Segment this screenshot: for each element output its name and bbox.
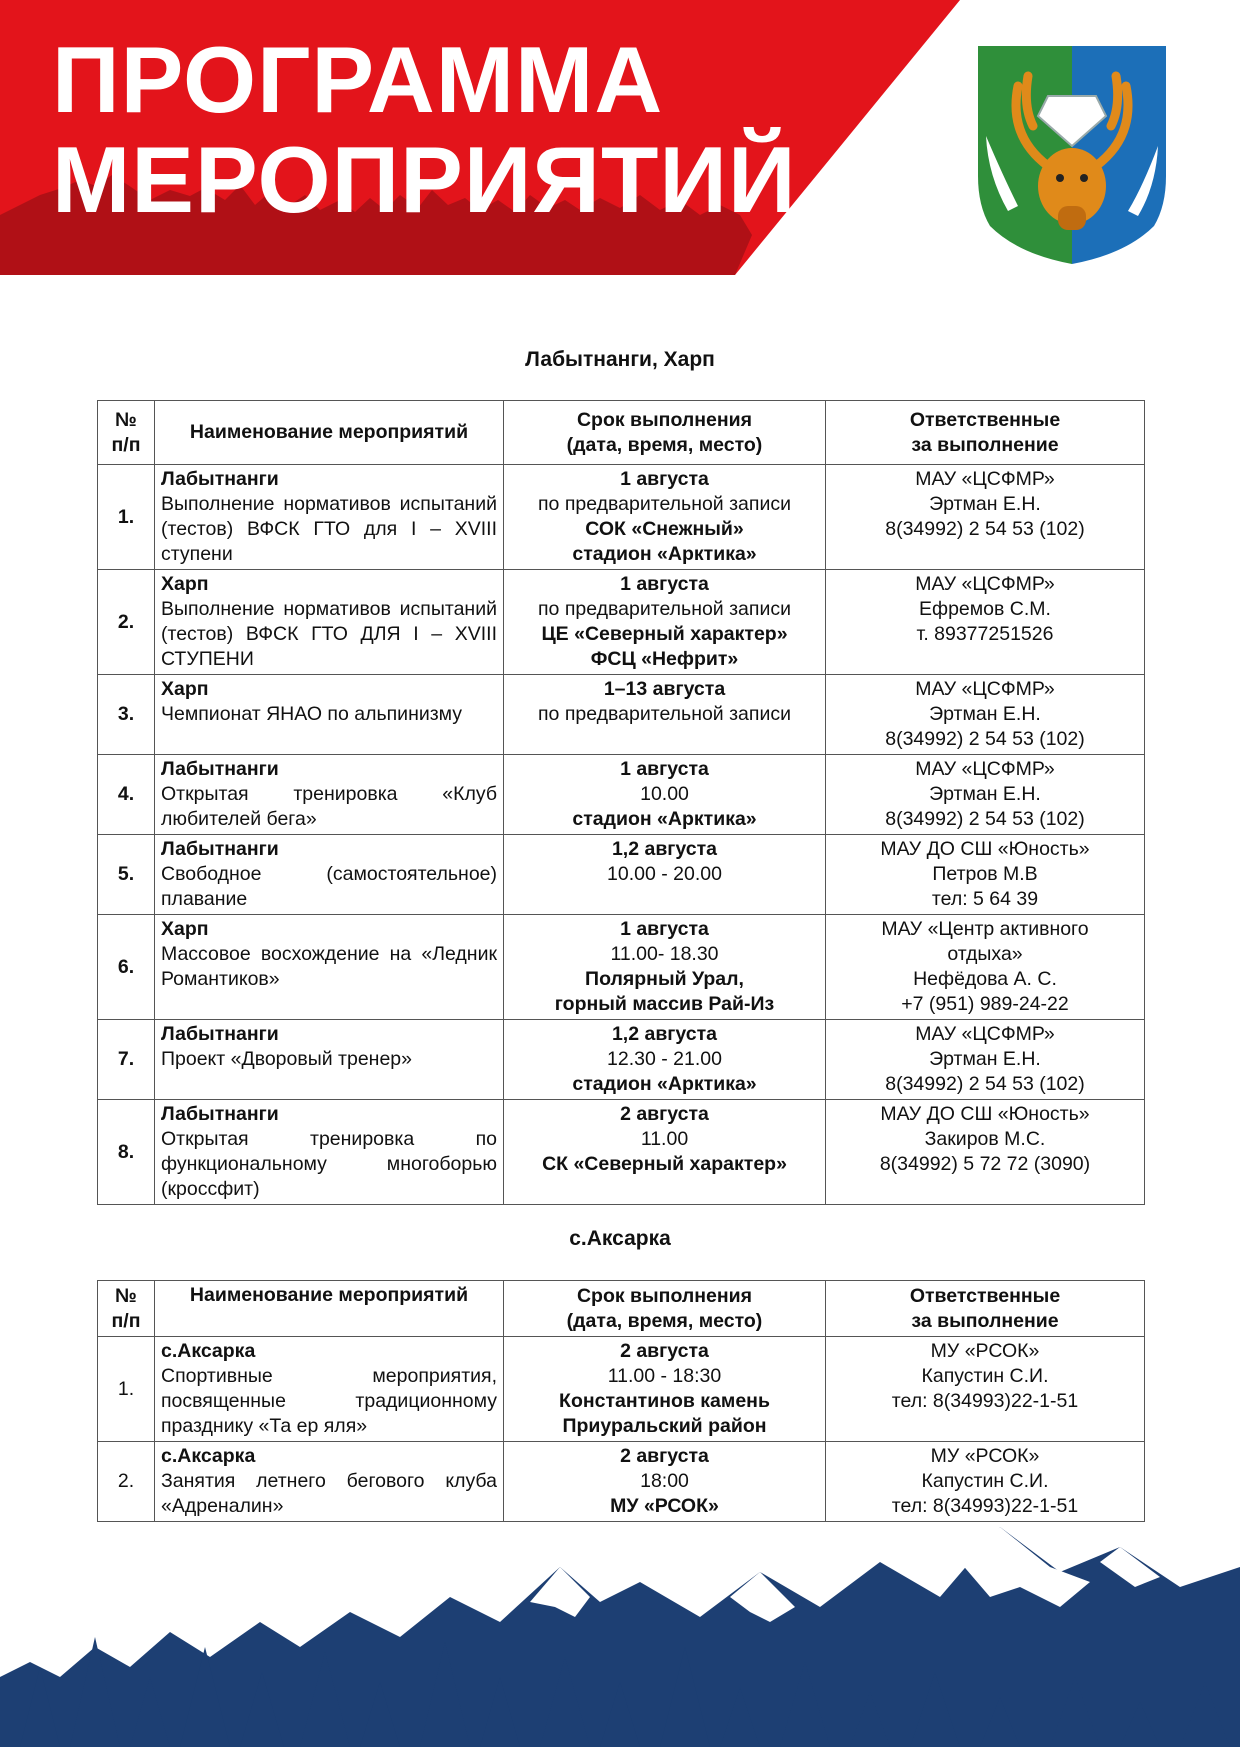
event-date-line: 11.00- 18.30 <box>610 943 719 965</box>
responsible-line: +7 (951) 989-24-22 <box>901 993 1069 1015</box>
event-date-line: по предварительной записи <box>538 598 791 620</box>
event-location: Лабытнанги <box>161 838 279 860</box>
header-name: Наименование мероприятий <box>155 1281 504 1337</box>
event-date-cell <box>504 835 826 915</box>
responsible-line: МУ «РСОК» <box>930 1340 1040 1362</box>
responsible-line: отдыха» <box>947 943 1023 965</box>
event-date-line: СК «Северный характер» <box>542 1153 787 1175</box>
events-table-labytnangi-kharp <box>97 400 1145 1205</box>
responsible-line: МАУ ДО СШ «Юность» <box>880 1103 1090 1125</box>
table-row <box>98 1337 1145 1442</box>
responsible-line: МУ «РСОК» <box>930 1445 1040 1467</box>
responsible-line: 8(34992) 2 54 53 (102) <box>885 518 1085 540</box>
event-description: Проект «Дворовый тренер» <box>161 1048 412 1070</box>
table-header-row <box>98 401 1145 465</box>
event-description: Выполнение нормативов испытаний (тестов) ВФСК ГТО ДЛЯ I – XVIII СТУПЕНИ <box>161 598 497 670</box>
row-number: 2. <box>98 1442 155 1522</box>
header-resp <box>826 1281 1145 1337</box>
row-number: 3. <box>98 675 155 755</box>
event-date-line: 11.00 <box>640 1128 689 1150</box>
responsible-line: Капустин С.И. <box>921 1470 1049 1492</box>
header-resp-line-2: за выполнение <box>911 1309 1059 1332</box>
table-row <box>98 1100 1145 1205</box>
row-number: 7. <box>98 1020 155 1100</box>
event-name-cell <box>155 835 504 915</box>
table-row <box>98 755 1145 835</box>
event-date-line: ЦЕ «Северный характер» <box>541 623 788 645</box>
event-date-line: горный массив Рай-Из <box>554 993 775 1015</box>
responsible-cell <box>826 1020 1145 1100</box>
event-date-cell <box>504 1100 826 1205</box>
header-resp-line-2: за выполнение <box>911 433 1059 456</box>
event-location: Лабытнанги <box>161 468 279 490</box>
mountains-footer-graphic <box>0 1527 1240 1747</box>
event-date-line: стадион «Арктика» <box>572 1073 757 1095</box>
event-description: Свободное (самостоятельное) плавание <box>161 863 497 910</box>
event-location: Харп <box>161 918 209 940</box>
title-line-2: МЕРОПРИЯТИЙ <box>52 127 797 232</box>
event-date-cell <box>504 465 826 570</box>
table-row <box>98 465 1145 570</box>
responsible-cell <box>826 675 1145 755</box>
event-date-cell <box>504 1442 826 1522</box>
header-date-line-2: (дата, время, место) <box>566 1309 763 1332</box>
header-banner <box>0 0 1240 290</box>
event-date-line: МУ «РСОК» <box>610 1495 719 1517</box>
events-table-aksarka <box>97 1280 1145 1522</box>
responsible-line: МАУ ДО СШ «Юность» <box>880 838 1090 860</box>
event-date-line: 12.30 - 21.00 <box>607 1048 722 1070</box>
page-title <box>52 27 797 232</box>
event-date-line: 2 августа <box>620 1103 709 1125</box>
event-date-cell <box>504 675 826 755</box>
event-location: Лабытнанги <box>161 758 279 780</box>
header-resp-line-1: Ответственные <box>909 408 1061 431</box>
event-description: Чемпионат ЯНАО по альпинизму <box>161 703 463 725</box>
header-num-line-1: № <box>115 1284 137 1307</box>
table-row <box>98 835 1145 915</box>
section-title-aksarka: с.Аксарка <box>569 1227 671 1250</box>
table-body <box>98 1337 1145 1522</box>
event-date-cell <box>504 1337 826 1442</box>
header-num <box>98 1281 155 1337</box>
header-num-line-2: п/п <box>111 1309 141 1332</box>
header-num <box>98 401 155 465</box>
event-name-cell <box>155 675 504 755</box>
event-date-line: 2 августа <box>620 1445 709 1467</box>
event-name-cell <box>155 1337 504 1442</box>
header-num-line-2: п/п <box>111 433 141 456</box>
event-date-line: стадион «Арктика» <box>572 543 757 565</box>
event-location: Харп <box>161 573 209 595</box>
responsible-line: Ефремов С.М. <box>919 598 1051 620</box>
event-name-cell <box>155 1442 504 1522</box>
event-name-cell <box>155 915 504 1020</box>
event-date-line: по предварительной записи <box>538 493 791 515</box>
responsible-line: МАУ «ЦСФМР» <box>915 468 1055 490</box>
responsible-cell <box>826 1337 1145 1442</box>
header-resp-line-1: Ответственные <box>909 1284 1061 1307</box>
event-date-line: 2 августа <box>620 1340 709 1362</box>
responsible-line: Закиров М.С. <box>924 1128 1046 1150</box>
header-resp <box>826 401 1145 465</box>
event-date-line: 1 августа <box>620 918 709 940</box>
row-number: 1. <box>98 465 155 570</box>
event-date-line: СОК «Снежный» <box>585 518 744 540</box>
event-date-cell <box>504 915 826 1020</box>
responsible-line: Эртман Е.Н. <box>929 783 1041 805</box>
title-line-1: ПРОГРАММА <box>52 27 664 132</box>
event-name-cell <box>155 1100 504 1205</box>
event-date-line: ФСЦ «Нефрит» <box>590 648 739 670</box>
event-name-cell <box>155 755 504 835</box>
header-date <box>504 401 826 465</box>
event-location: с.Аксарка <box>161 1340 256 1362</box>
responsible-line: Капустин С.И. <box>921 1365 1049 1387</box>
event-date-line: 10.00 - 20.00 <box>607 863 722 885</box>
event-description: Открытая тренировка «Клуб любителей бега» <box>161 783 497 830</box>
coat-of-arms-emblem <box>978 46 1166 264</box>
responsible-line: Петров М.В <box>932 863 1038 885</box>
row-number: 6. <box>98 915 155 1020</box>
event-date-cell <box>504 570 826 675</box>
responsible-cell <box>826 1100 1145 1205</box>
row-number: 8. <box>98 1100 155 1205</box>
responsible-line: МАУ «ЦСФМР» <box>915 758 1055 780</box>
responsible-line: Эртман Е.Н. <box>929 1048 1041 1070</box>
event-description: Занятия летнего бегового клуба «Адреналин» <box>161 1470 497 1517</box>
event-date-line: Константинов камень <box>559 1390 770 1412</box>
row-number: 2. <box>98 570 155 675</box>
table-row <box>98 570 1145 675</box>
header-name: Наименование мероприятий <box>155 401 504 465</box>
event-date-line: Полярный Урал, <box>585 968 744 990</box>
row-number: 5. <box>98 835 155 915</box>
header-date-line-1: Срок выполнения <box>576 408 753 431</box>
event-date-line: 11.00 - 18:30 <box>607 1365 722 1387</box>
event-date-line: 1 августа <box>620 758 709 780</box>
responsible-line: МАУ «ЦСФМР» <box>915 678 1055 700</box>
section-title-labytnangi-kharp: Лабытнанги, Харп <box>525 348 715 371</box>
responsible-line: Эртман Е.Н. <box>929 493 1041 515</box>
responsible-cell <box>826 570 1145 675</box>
responsible-line: тел: 8(34993)22-1-51 <box>891 1390 1079 1412</box>
event-name-cell <box>155 465 504 570</box>
event-location: Лабытнанги <box>161 1103 279 1125</box>
event-description: Спортивные мероприятия, посвященные традиционному празднику «Та ер яля» <box>161 1365 497 1437</box>
event-name-cell <box>155 570 504 675</box>
event-date-line: 18:00 <box>640 1470 689 1492</box>
table-header-row <box>98 1281 1145 1337</box>
responsible-line: Нефёдова А. С. <box>913 968 1057 990</box>
header-date <box>504 1281 826 1337</box>
responsible-line: МАУ «ЦСФМР» <box>915 573 1055 595</box>
responsible-line: 8(34992) 5 72 72 (3090) <box>879 1153 1091 1175</box>
event-date-cell <box>504 1020 826 1100</box>
responsible-cell <box>826 915 1145 1020</box>
responsible-line: МАУ «ЦСФМР» <box>915 1023 1055 1045</box>
responsible-line: Эртман Е.Н. <box>929 703 1041 725</box>
table-row <box>98 675 1145 755</box>
event-location: Лабытнанги <box>161 1023 279 1045</box>
event-date-line: по предварительной записи <box>538 703 791 725</box>
responsible-cell <box>826 755 1145 835</box>
event-date-line: 1 августа <box>620 573 709 595</box>
header-date-line-2: (дата, время, место) <box>566 433 763 456</box>
row-number: 4. <box>98 755 155 835</box>
event-date-line: Приуральский район <box>562 1415 767 1437</box>
event-description: Выполнение нормативов испытаний (тестов) ВФСК ГТО для I – XVIII ступени <box>161 493 497 565</box>
responsible-line: 8(34992) 2 54 53 (102) <box>885 808 1085 830</box>
event-location: Харп <box>161 678 209 700</box>
table-header <box>98 1281 1145 1337</box>
event-date-line: 10.00 <box>640 783 689 805</box>
event-date-line: 1–13 августа <box>603 678 726 700</box>
table-body <box>98 465 1145 1205</box>
responsible-line: тел: 8(34993)22-1-51 <box>891 1495 1079 1517</box>
responsible-line: МАУ «Центр активного <box>881 918 1089 940</box>
responsible-cell <box>826 465 1145 570</box>
responsible-line: тел: 5 64 39 <box>931 888 1039 910</box>
header-num-line-1: № <box>115 408 137 431</box>
event-date-line: 1 августа <box>620 468 709 490</box>
event-description: Открытая тренировка по функциональному многоборью (кроссфит) <box>161 1128 497 1200</box>
event-description: Массовое восхождение на «Ледник Романтиков» <box>161 943 497 990</box>
event-date-line: 1,2 августа <box>611 1023 718 1045</box>
responsible-line: т. 89377251526 <box>916 623 1054 645</box>
responsible-cell <box>826 1442 1145 1522</box>
event-date-cell <box>504 755 826 835</box>
row-number: 1. <box>98 1337 155 1442</box>
event-date-line: 1,2 августа <box>611 838 718 860</box>
event-date-line: стадион «Арктика» <box>572 808 757 830</box>
header-date-line-1: Срок выполнения <box>576 1284 753 1307</box>
table-header <box>98 401 1145 465</box>
table-row <box>98 915 1145 1020</box>
table-row <box>98 1020 1145 1100</box>
event-location: с.Аксарка <box>161 1445 256 1467</box>
responsible-line: 8(34992) 2 54 53 (102) <box>885 728 1085 750</box>
table-row <box>98 1442 1145 1522</box>
event-name-cell <box>155 1020 504 1100</box>
responsible-cell <box>826 835 1145 915</box>
responsible-line: 8(34992) 2 54 53 (102) <box>885 1073 1085 1095</box>
